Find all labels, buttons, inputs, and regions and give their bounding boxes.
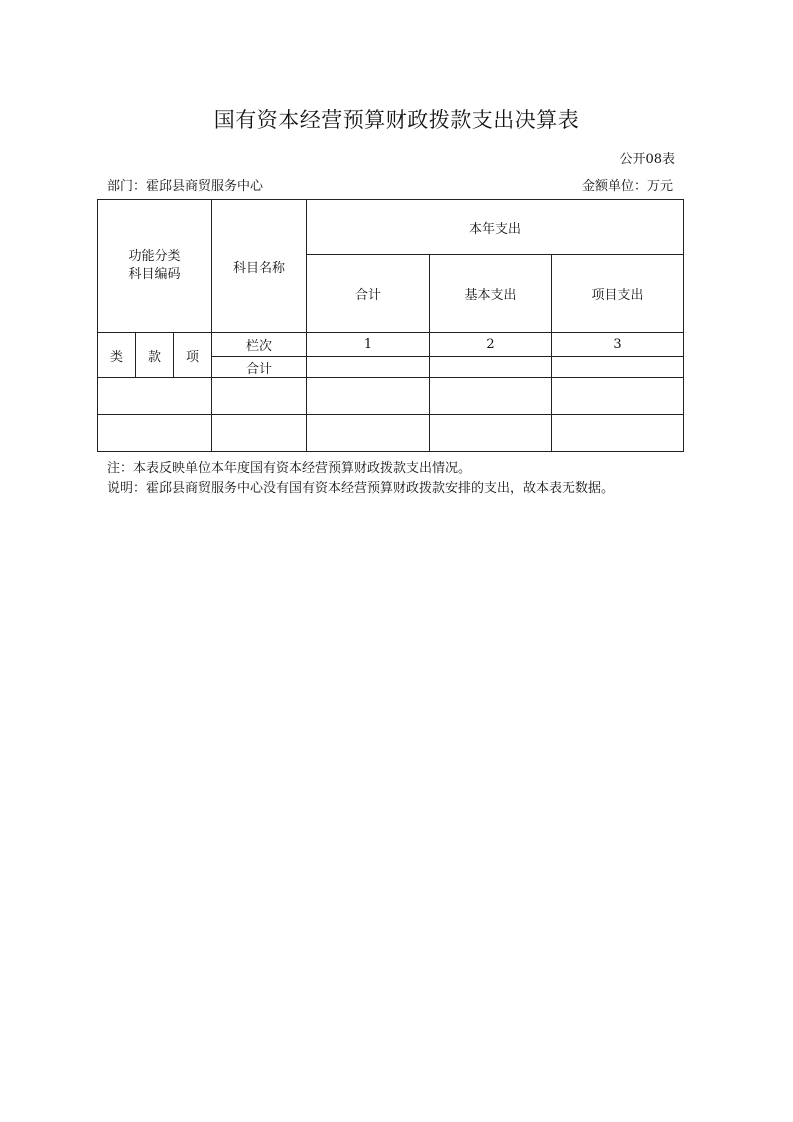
empty-cell: [307, 378, 430, 415]
project-expense-column-header: 项目支出: [552, 255, 684, 333]
total-row-cell: [552, 357, 684, 378]
empty-cell: [552, 415, 684, 452]
table-row: [98, 415, 684, 452]
form-code: 公开08表: [619, 152, 675, 167]
total-row-cell: [307, 357, 430, 378]
subject-code-label: 科目编码: [128, 267, 181, 282]
total-column-header: 合计: [307, 255, 430, 333]
subject-name-header: 科目名称: [212, 200, 307, 333]
func-class-label: 功能分类: [128, 249, 181, 264]
current-year-expense-header: 本年支出: [307, 200, 684, 255]
lei-header: 类: [98, 333, 136, 378]
total-row-label: 合计: [212, 357, 307, 378]
lanci-label: 栏次: [212, 333, 307, 357]
xiang-header: 项: [174, 333, 212, 378]
table-row: [98, 378, 684, 415]
lanci-value-1: 1: [307, 333, 430, 357]
func-class-code-header: [98, 200, 212, 333]
basic-expense-column-header: 基本支出: [430, 255, 552, 333]
empty-cell: [552, 378, 684, 415]
department-label: 部门：霍邱县商贸服务中心: [107, 179, 264, 194]
lanci-value-3: 3: [552, 333, 684, 357]
notes-section: [107, 459, 614, 499]
empty-cell: [212, 415, 307, 452]
empty-cell: [98, 378, 212, 415]
total-row-cell: [430, 357, 552, 378]
page-title: 国有资本经营预算财政拨款支出决算表: [213, 108, 580, 132]
explanation-note: 说明：霍邱县商贸服务中心没有国有资本经营预算财政拨款安排的支出，故本表无数据。: [107, 481, 615, 496]
empty-cell: [430, 378, 552, 415]
amount-unit-label: 金额单位：万元: [581, 179, 673, 194]
expense-table: [97, 199, 684, 452]
kuan-header: 款: [136, 333, 174, 378]
empty-cell: [430, 415, 552, 452]
lanci-value-2: 2: [430, 333, 552, 357]
empty-cell: [212, 378, 307, 415]
empty-cell: [307, 415, 430, 452]
empty-cell: [98, 415, 212, 452]
table-note: 注：本表反映单位本年度国有资本经营预算财政拨款支出情况。: [107, 461, 472, 476]
